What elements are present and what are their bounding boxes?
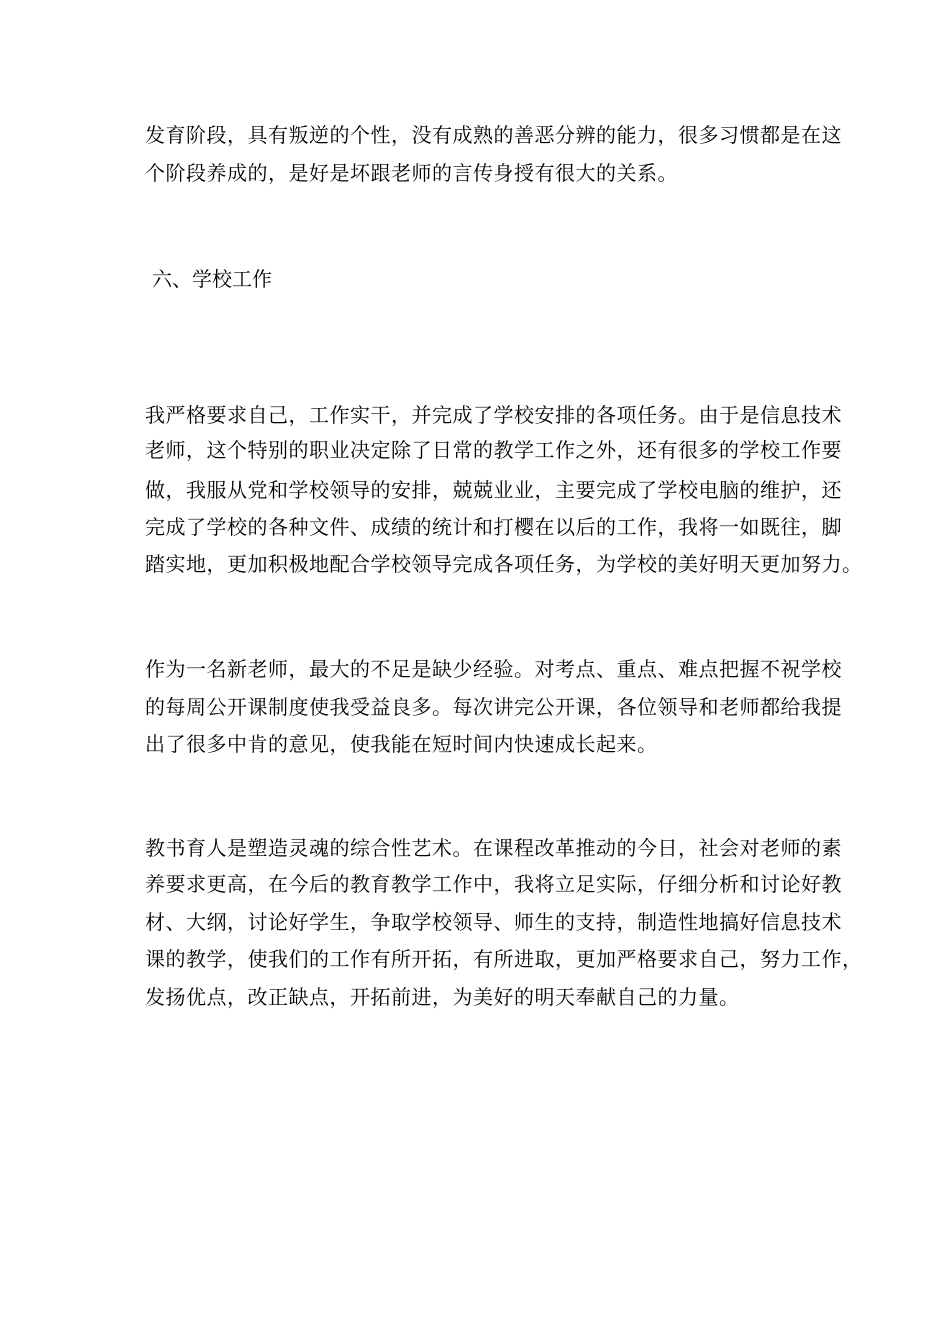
paragraph-line: 老师，这个特别的职业决定除了日常的教学工作之外，还有很多的学校工作要 bbox=[145, 438, 842, 462]
paragraph-line: 发扬优点，改正缺点，开拓前进，为美好的明天奉献自己的力量。 bbox=[145, 985, 740, 1009]
paragraph-line: 的每周公开课制度使我受益良多。每次讲完公开课，各位领导和老师都给我提 bbox=[145, 695, 842, 719]
paragraph-line: 出了很多中肯的意见，使我能在短时间内快速成长起来。 bbox=[145, 732, 658, 756]
paragraph-line: 课的教学，使我们的工作有所开拓，有所进取，更加严格要求自己，努力工作， bbox=[145, 947, 863, 971]
paragraph-line: 个阶段养成的，是好是坏跟老师的言传身授有很大的关系。 bbox=[145, 161, 678, 185]
paragraph-line: 发育阶段，具有叛逆的个性，没有成熟的善恶分辨的能力，很多习惯都是在这 bbox=[145, 123, 842, 147]
section-heading: 六、学校工作 bbox=[152, 267, 272, 291]
paragraph-line: 做，我服从党和学校领导的安排，兢兢业业，主要完成了学校电脑的维护，还 bbox=[145, 478, 842, 502]
paragraph-line: 材、大纲，讨论好学生，争取学校领导、师生的支持，制造性地搞好信息技术 bbox=[145, 910, 842, 934]
paragraph-line: 养要求更高，在今后的教育教学工作中，我将立足实际，仔细分析和讨论好教 bbox=[145, 872, 842, 896]
paragraph-line: 我严格要求自己，工作实干，并完成了学校安排的各项任务。由于是信息技术 bbox=[145, 403, 842, 427]
paragraph-line: 完成了学校的各种文件、成绩的统计和打樱在以后的工作，我将一如既往，脚 bbox=[145, 515, 842, 539]
paragraph-line: 作为一名新老师，最大的不足是缺少经验。对考点、重点、难点把握不祝学校 bbox=[145, 657, 842, 681]
paragraph-line: 踏实地，更加积极地配合学校领导完成各项任务，为学校的美好明天更加努力。 bbox=[145, 552, 863, 576]
paragraph-line: 教书育人是塑造灵魂的综合性艺术。在课程改革推动的今日，社会对老师的素 bbox=[145, 836, 842, 860]
